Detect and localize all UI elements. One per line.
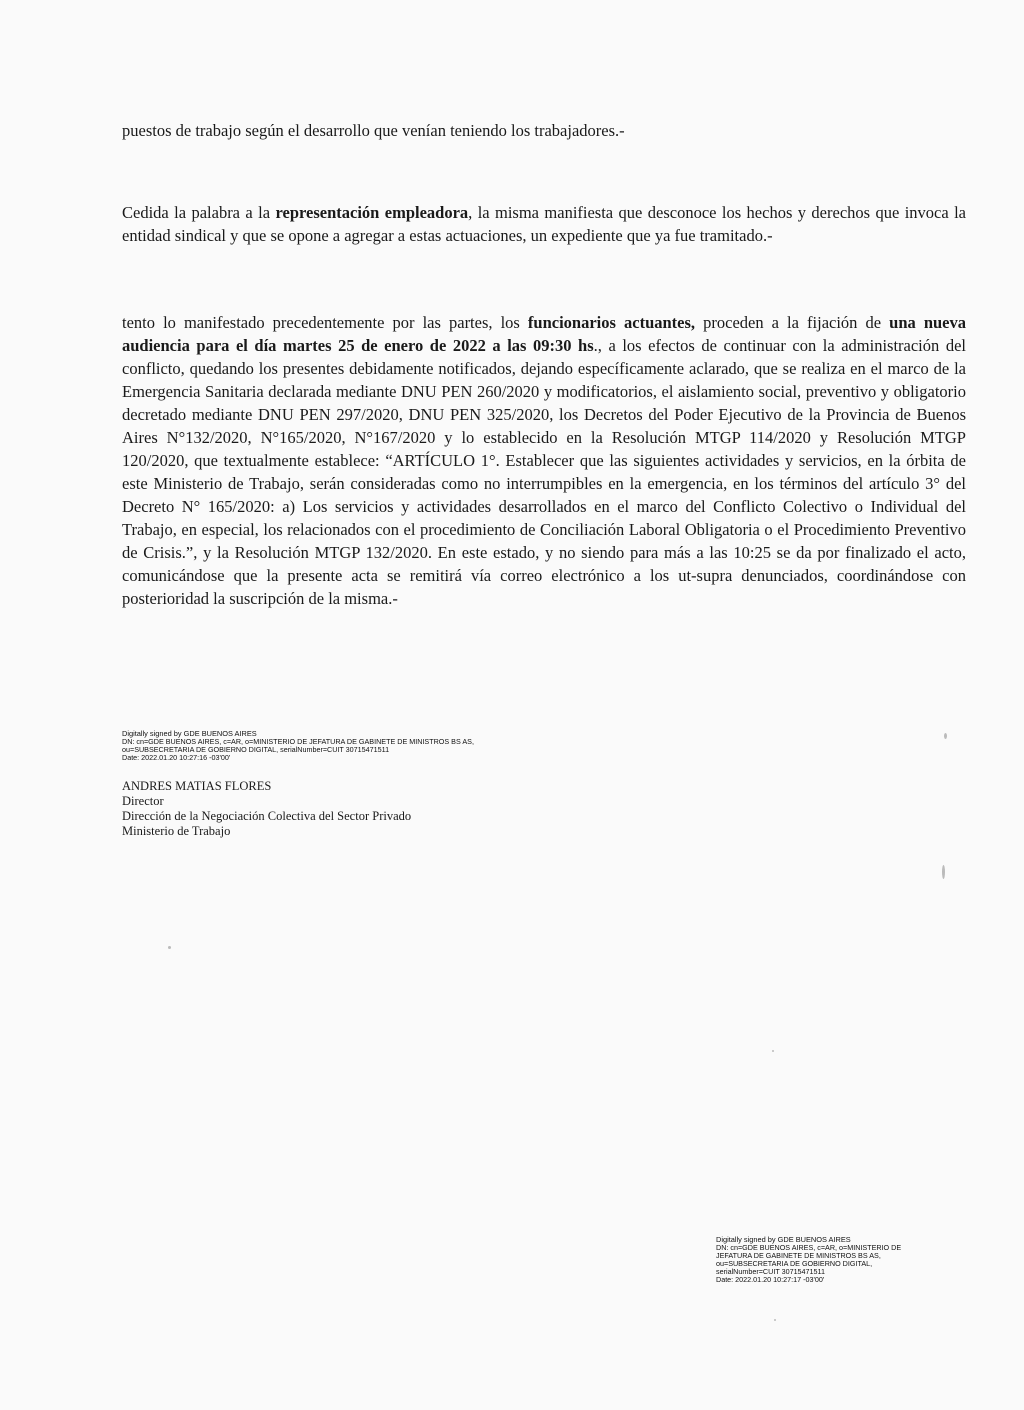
paragraph-2-text-a: Cedida la palabra a la bbox=[122, 203, 276, 222]
signature-2-line-4: ou=SUBSECRETARIA DE GOBIERNO DIGITAL, bbox=[716, 1259, 873, 1268]
signer-ministry: Ministerio de Trabajo bbox=[122, 824, 231, 838]
signer-office: Dirección de la Negociación Colectiva del Sector Privado bbox=[122, 809, 412, 823]
paragraph-2-text-c: , la misma manifiesta que desconoce los hechos y derechos que invoca la entidad sindical y que se opone a agregar a estas actuaciones, un expediente que ya fue tramitado.- bbox=[122, 203, 966, 245]
digital-signature-stamp-2 bbox=[716, 1236, 946, 1284]
signer-block bbox=[122, 779, 411, 839]
signature-2-line-3: JEFATURA DE GABINETE DE MINISTROS BS AS, bbox=[716, 1251, 881, 1260]
paragraph-3-text-e: ., a los efectos de continuar con la administración del conflicto, quedando los presentes debidamente notificados, dejando específicamente aclarado, que se realiza en el marco de la Emergencia Sanitaria declarada mediante DNU PEN 260/2020 y modificatorios, el aislamiento social, preventivo y obligatorio decretado mediante DNU PEN 297/2020, DNU PEN 325/2020, los Decretos del Poder Ejecutivo de la Provincia de Buenos Aires N°132/2020, N°165/2020, N°167/2020 y lo establecido en la Resolución MTGP 114/2020 y Resolución MTGP 120/2020, que textualmente establece: “ARTÍCULO 1°. Establecer que las siguientes actividades y servicios, en la órbita de este Ministerio de Trabajo, serán consideradas como no interrumpibles en la emergencia, en los términos del artículo 3° del Decreto N° 165/2020: a) Los servicios y actividades desarrollados en el marco del Conflicto Colectivo o Individual del Trabajo, en especial, los relacionados con el procedimiento de Conciliación Laboral Obligatoria o el Procedimiento Preventivo de Crisis.”, y la Resolución MTGP 132/2020. En este estado, y no siendo para más a las 10:25 se da por finalizado el acto, comunicándose que la presente acta se remitirá vía correo electrónico a los ut-supra denunciados, coordinándose con posterioridad la suscripción de la misma.- bbox=[122, 336, 966, 608]
signer-role: Director bbox=[122, 794, 164, 808]
signature-2-line-5: serialNumber=CUIT 30715471511 bbox=[716, 1267, 826, 1276]
paragraph-3-text-c: proceden a la fijación de bbox=[695, 313, 890, 332]
signer-name: ANDRES MATIAS FLORES bbox=[122, 779, 272, 793]
paragraph-3-bold-hearing: una nueva audiencia para el día martes 25 de enero de 2022 a las 09:30 hs bbox=[122, 313, 967, 355]
paragraph-3-bold-officials: funcionarios actuantes, bbox=[527, 313, 696, 332]
paragraph-2 bbox=[122, 201, 966, 247]
signature-1-line-2: DN: cn=GDE BUENOS AIRES, c=AR, o=MINISTERIO DE JEFATURA DE GABINETE DE MINISTROS BS AS, bbox=[122, 737, 474, 746]
digital-signature-stamp-1 bbox=[122, 730, 542, 762]
signature-1-line-1: Digitally signed by GDE BUENOS AIRES bbox=[122, 729, 257, 738]
signature-2-line-2: DN: cn=GDE BUENOS AIRES, c=AR, o=MINISTERIO DE bbox=[716, 1243, 902, 1252]
paper-speck bbox=[942, 865, 945, 879]
signature-1-line-3: ou=SUBSECRETARIA DE GOBIERNO DIGITAL, serialNumber=CUIT 30715471511 bbox=[122, 745, 390, 754]
paragraph-2-bold: representación empleadora bbox=[275, 203, 469, 222]
signature-2-line-6: Date: 2022.01.20 10:27:17 -03'00' bbox=[716, 1275, 825, 1284]
paper-speck bbox=[168, 946, 171, 949]
signature-1-line-4: Date: 2022.01.20 10:27:16 -03'00' bbox=[122, 753, 231, 762]
paragraph-3-text-a: tento lo manifestado precedentemente por las partes, los bbox=[122, 313, 528, 332]
paragraph-3 bbox=[122, 311, 966, 610]
paragraph-1: puestos de trabajo según el desarrollo que venían teniendo los trabajadores.- bbox=[122, 121, 625, 140]
paper-speck bbox=[774, 1319, 776, 1321]
paper-speck bbox=[944, 733, 947, 739]
paper-speck bbox=[772, 1050, 774, 1052]
signature-2-line-1: Digitally signed by GDE BUENOS AIRES bbox=[716, 1235, 851, 1244]
